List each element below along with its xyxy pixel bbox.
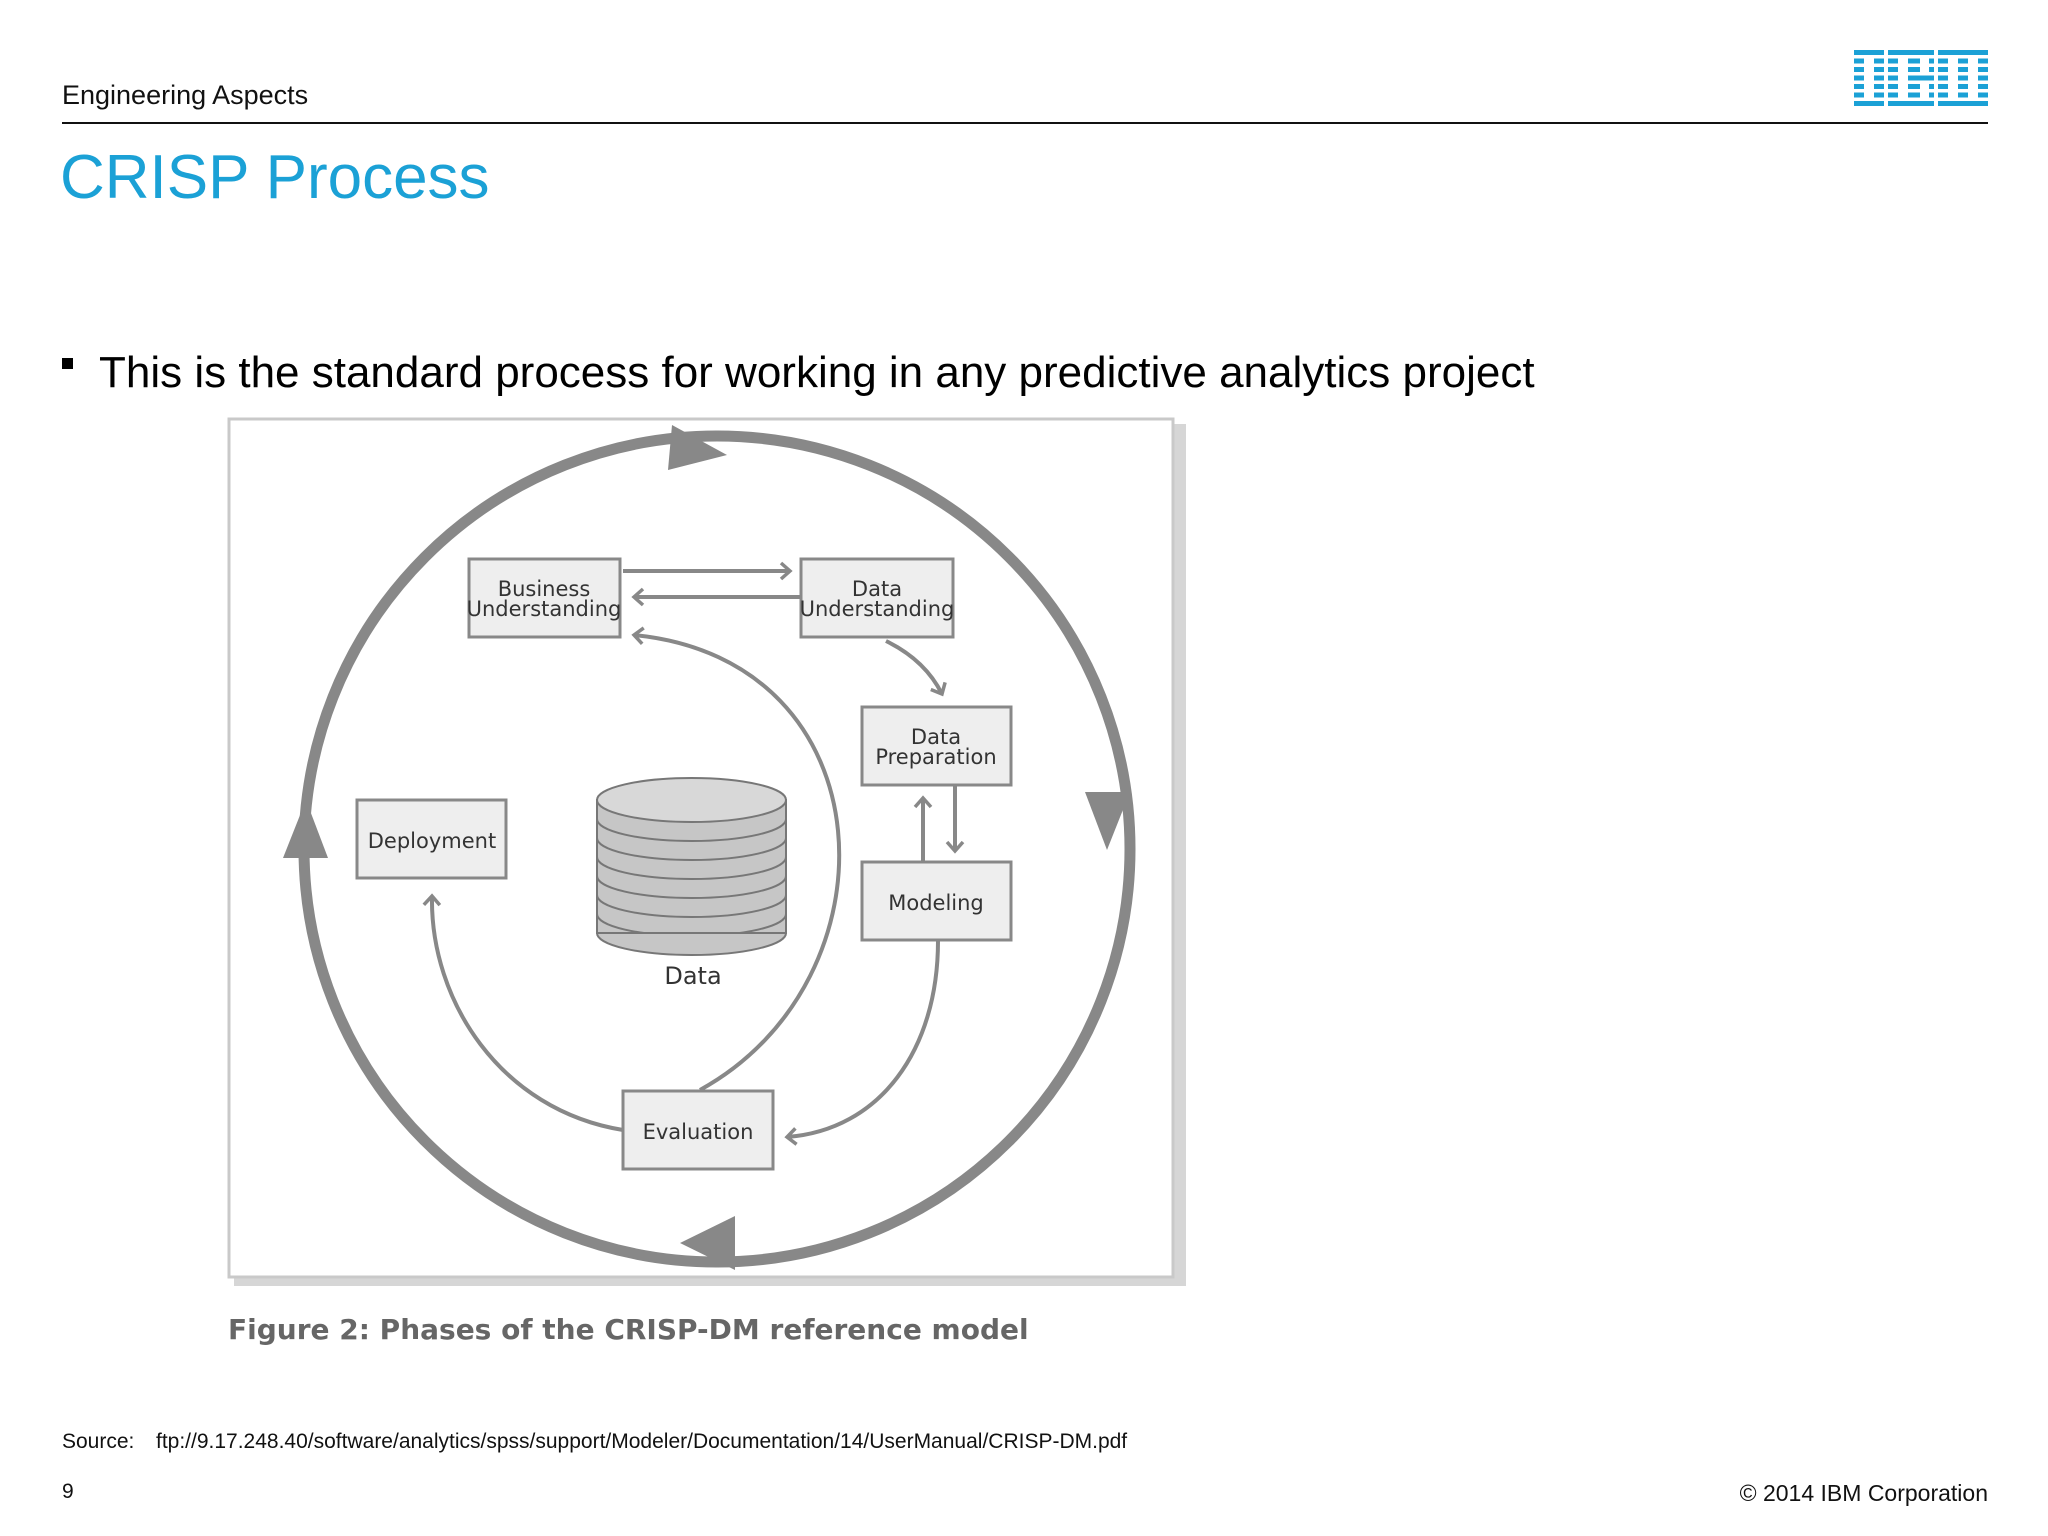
svg-text:Modeling: Modeling xyxy=(888,891,984,915)
svg-text:Data: Data xyxy=(851,577,903,601)
svg-text:Evaluation: Evaluation xyxy=(642,1120,754,1144)
header-divider xyxy=(62,122,1988,124)
phase-evaluation xyxy=(623,1091,773,1169)
svg-text:Deployment: Deployment xyxy=(367,829,497,853)
svg-text:Data: Data xyxy=(910,725,962,749)
section-label: Engineering Aspects xyxy=(62,80,309,110)
phase-data-preparation xyxy=(862,707,1011,785)
bullet-item xyxy=(62,348,1535,398)
source-url: ftp://9.17.248.40/software/analytics/spss/support/Modeler/Documentation/14/UserManual/CRISP-DM.pdf xyxy=(156,1430,1128,1453)
bullet-square-icon xyxy=(62,358,73,369)
bullet-text: This is the standard process for working in any predictive analytics project xyxy=(99,348,1535,397)
ibm-logo xyxy=(1854,50,1988,106)
phase-modeling xyxy=(862,862,1011,940)
page-title: CRISP Process xyxy=(60,143,490,212)
svg-text:Preparation: Preparation xyxy=(875,745,997,769)
crisp-dm-figure xyxy=(224,414,1190,1346)
page-number: 9 xyxy=(62,1480,74,1503)
phase-data-understanding xyxy=(800,559,955,637)
database-icon xyxy=(597,778,786,955)
database-label: Data xyxy=(664,962,722,990)
crisp-dm-diagram xyxy=(224,414,1190,1346)
phase-business-understanding xyxy=(467,559,622,637)
source-citation xyxy=(62,1430,1127,1454)
source-label: Source: xyxy=(62,1430,135,1453)
svg-text:Business: Business xyxy=(497,577,591,601)
phase-deployment xyxy=(357,800,506,878)
figure-caption: Figure 2: Phases of the CRISP-DM reference model xyxy=(228,1313,1029,1346)
svg-text:Understanding: Understanding xyxy=(466,597,622,621)
copyright: © 2014 IBM Corporation xyxy=(1739,1480,1988,1506)
svg-text:Understanding: Understanding xyxy=(799,597,955,621)
